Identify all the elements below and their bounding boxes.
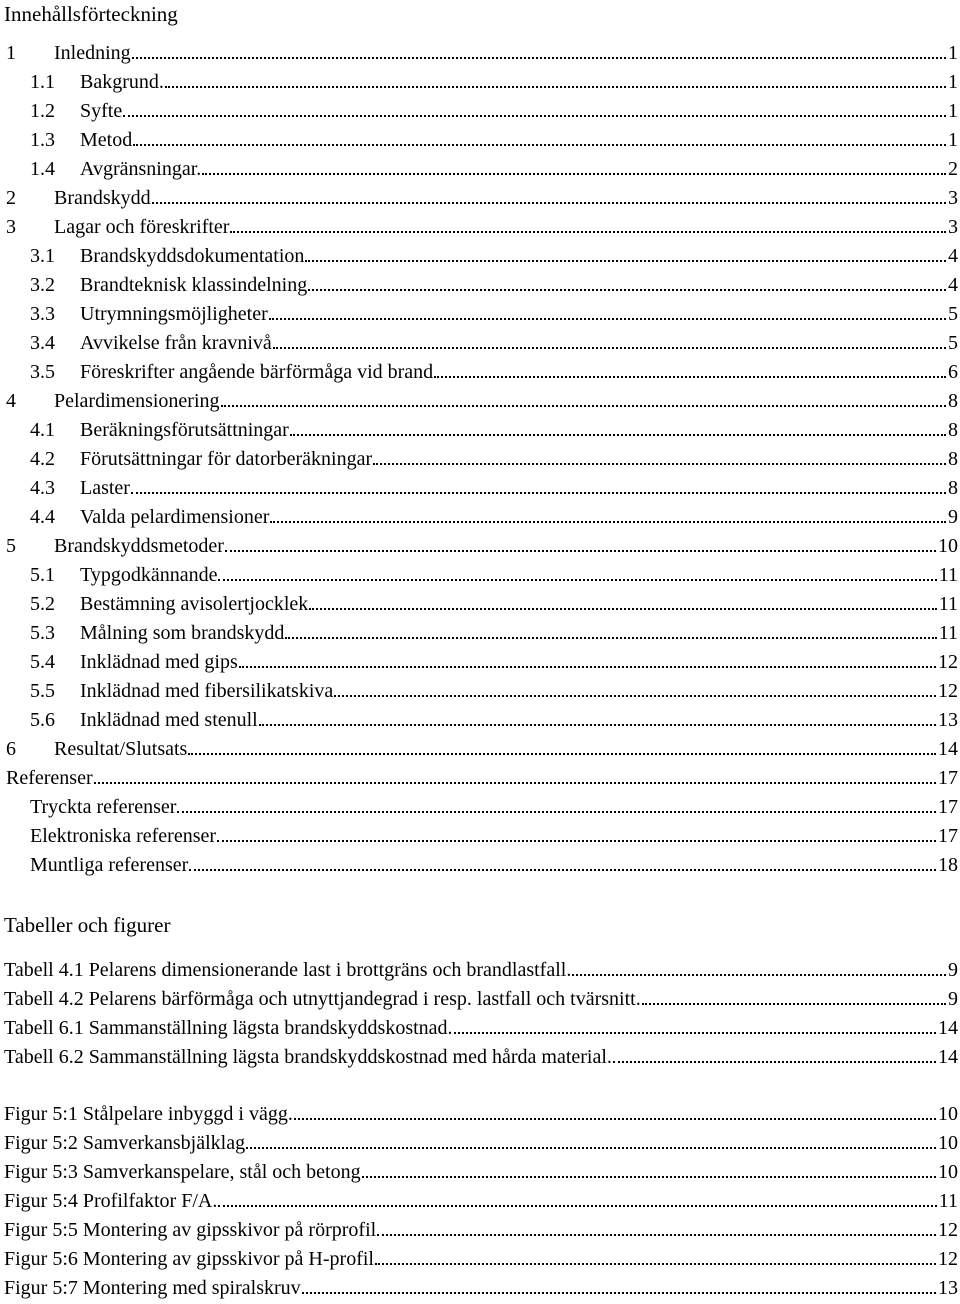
entry-page: 14: [938, 1017, 958, 1039]
toc-entry-number: 3.5: [30, 361, 55, 383]
toc-entry-title: Brandskyddsdokumentation: [80, 245, 305, 267]
entry-page: 13: [938, 1277, 958, 1299]
dot-leader: [642, 1003, 946, 1005]
toc-entry-title: Typgodkännande: [80, 564, 218, 586]
dot-leader: [308, 289, 946, 291]
toc-entry-number: 1: [6, 42, 16, 64]
toc-entry-title: Föreskrifter angående bärförmåga vid brand: [80, 361, 434, 383]
dot-leader: [188, 753, 936, 755]
entry-title: Tabell 4.2 Pelarens bärförmåga och utnyttjandegrad i resp. lastfall och tvärsnitt.: [4, 988, 641, 1010]
toc-entry-page: 5: [948, 332, 958, 354]
toc-entry-number: 6: [6, 738, 16, 760]
toc-entry-page: 11: [938, 564, 958, 586]
toc-entry[interactable]: [30, 558, 958, 587]
toc-entry-number: 5.2: [30, 593, 55, 615]
entry-title: Figur 5:3 Samverkanspelare, stål och betong: [4, 1161, 361, 1183]
toc-entry[interactable]: [6, 761, 958, 790]
toc-entry-number: 5.4: [30, 651, 55, 673]
entry-page: 9: [948, 988, 958, 1010]
toc-entry-title: Förutsättningar för datorberäkningar: [80, 448, 373, 470]
dot-leader: [334, 695, 936, 697]
toc-entry[interactable]: [30, 355, 958, 384]
toc-entry-number: 5.1: [30, 564, 55, 586]
dot-leader: [152, 202, 946, 204]
dot-leader: [294, 1118, 936, 1120]
dot-leader: [290, 434, 946, 436]
toc-entry-number: 5.6: [30, 709, 55, 731]
table-entry[interactable]: [4, 1011, 958, 1040]
entry-title: Figur 5:5 Montering av gipsskivor på rörprofil: [4, 1219, 377, 1241]
toc-entry[interactable]: [30, 268, 958, 297]
entry-title: Tabell 6.1 Sammanställning lägsta brandskyddskostnad.: [4, 1017, 453, 1039]
dot-leader: [202, 173, 946, 175]
toc-entry-number: 5: [6, 535, 16, 557]
toc-entry-page: 11: [938, 593, 958, 615]
dot-leader: [230, 231, 946, 233]
toc-entry-page: 4: [948, 274, 958, 296]
toc-entry-title: Referenser: [6, 767, 93, 789]
toc-entry[interactable]: [30, 587, 958, 616]
toc-entry-number: 1.2: [30, 100, 55, 122]
dot-leader: [217, 840, 936, 842]
figure-entry[interactable]: [4, 1126, 958, 1155]
dot-leader: [225, 550, 936, 552]
toc-entry-title: Laster: [80, 477, 130, 499]
toc-entry-page: 9: [948, 506, 958, 528]
toc-entry[interactable]: [30, 239, 958, 268]
figures-heading: Tabeller och figurer: [4, 913, 171, 937]
toc-entry[interactable]: [6, 181, 958, 210]
toc-entry-title: Resultat/Slutsats: [54, 738, 188, 760]
toc-entry-page: 13: [938, 709, 958, 731]
table-entry[interactable]: [4, 982, 958, 1011]
dot-leader: [239, 666, 936, 668]
toc-entry[interactable]: [6, 384, 958, 413]
toc-entry-title: Bakgrund.: [80, 71, 164, 93]
figure-entry[interactable]: [4, 1155, 958, 1184]
toc-entry[interactable]: [30, 152, 958, 181]
toc-entry[interactable]: [30, 616, 958, 645]
toc-entry[interactable]: [30, 297, 958, 326]
entry-title: Figur 5:1 Stålpelare inbyggd i vägg.: [4, 1103, 293, 1125]
toc-entry-page: 1: [948, 100, 958, 122]
toc-entry-page: 8: [948, 477, 958, 499]
toc-entry-number: 5.5: [30, 680, 55, 702]
toc-entry-page: 17: [938, 796, 958, 818]
toc-entry-page: 3: [948, 216, 958, 238]
toc-entry-number: 1.3: [30, 129, 55, 151]
toc-entry[interactable]: [6, 529, 958, 558]
toc-entry[interactable]: [6, 210, 958, 239]
toc-entry-number: 4: [6, 390, 16, 412]
toc-entry-page: 2: [948, 158, 958, 180]
toc-entry-page: 6: [948, 361, 958, 383]
dot-leader: [123, 115, 946, 117]
toc-entry-page: 8: [948, 390, 958, 412]
entry-title: Tabell 4.1 Pelarens dimensionerande last i brottgräns och brandlastfall.: [4, 959, 572, 981]
toc-entry[interactable]: [6, 36, 958, 65]
toc-entry-number: 5.3: [30, 622, 55, 644]
figure-entry[interactable]: [4, 1213, 958, 1242]
toc-entry-page: 11: [938, 622, 958, 644]
figure-entry[interactable]: [4, 1184, 958, 1213]
toc-entry-title: Lagar och föreskrifter: [54, 216, 230, 238]
toc-entry-title: Utrymningsmöjligheter: [80, 303, 268, 325]
toc-entry-title: Inklädnad med fibersilikatskiva: [80, 680, 334, 702]
toc-entry-title: Valda pelardimensioner: [80, 506, 270, 528]
dot-leader: [375, 1263, 936, 1265]
dot-leader: [270, 521, 946, 523]
dot-leader: [377, 1234, 936, 1236]
entry-page: 9: [948, 959, 958, 981]
toc-entry-title: Inledning: [54, 42, 131, 64]
dot-leader: [269, 318, 946, 320]
figure-entry[interactable]: [4, 1097, 958, 1126]
dot-leader: [302, 1292, 936, 1294]
dot-leader: [309, 608, 936, 610]
toc-entry-page: 10: [938, 535, 958, 557]
dot-leader: [246, 1147, 936, 1149]
dot-leader: [177, 811, 936, 813]
dot-leader: [373, 463, 946, 465]
toc-entry-page: 18: [938, 854, 958, 876]
toc-entry-title: Muntliga referenser: [30, 854, 189, 876]
toc-entry-title: Brandskydd: [54, 187, 151, 209]
dot-leader: [362, 1176, 936, 1178]
toc-entry-title: Avvikelse från kravnivå: [80, 332, 272, 354]
entry-title: Tabell 6.2 Sammanställning lägsta brandskyddskostnad med hårda material.: [4, 1046, 612, 1068]
toc-entry[interactable]: [30, 123, 958, 152]
entry-page: 12: [938, 1248, 958, 1270]
dot-leader: [218, 579, 936, 581]
toc-entry[interactable]: [30, 413, 958, 442]
figure-entry[interactable]: [4, 1242, 958, 1271]
dot-leader: [572, 974, 946, 976]
dot-leader: [133, 144, 946, 146]
table-entry[interactable]: [4, 1040, 958, 1069]
toc-entry-title: Syfte: [80, 100, 123, 122]
entry-page: 10: [938, 1161, 958, 1183]
toc-entry[interactable]: [30, 471, 958, 500]
toc-entry-number: 1.1: [30, 71, 55, 93]
dot-leader: [218, 1205, 936, 1207]
toc-entry-page: 4: [948, 245, 958, 267]
dot-leader: [259, 724, 936, 726]
toc-entry-title: Brandteknisk klassindelning: [80, 274, 308, 296]
dot-leader: [285, 637, 936, 639]
entry-page: 11: [938, 1190, 958, 1212]
dot-leader: [94, 782, 936, 784]
toc-entry-title: Brandskyddsmetoder: [54, 535, 224, 557]
toc-entry-title: Beräkningsförutsättningar: [80, 419, 289, 441]
toc-entry-number: 1.4: [30, 158, 55, 180]
entry-page: 12: [938, 1219, 958, 1241]
toc-entry-title: Målning som brandskydd: [80, 622, 285, 644]
entry-title: Figur 5:7 Montering med spiralskruv: [4, 1277, 301, 1299]
toc-entry-number: 4.1: [30, 419, 55, 441]
toc-entry[interactable]: [30, 94, 958, 123]
toc-entry[interactable]: [30, 645, 958, 674]
toc-entry-title: Tryckta referenser: [30, 796, 177, 818]
entry-title: Figur 5:6 Montering av gipsskivor på H-profil: [4, 1248, 374, 1270]
toc-entry[interactable]: [30, 65, 958, 94]
toc-heading: Innehållsförteckning: [4, 2, 178, 26]
toc-entry[interactable]: [30, 674, 958, 703]
toc-entry[interactable]: [30, 848, 958, 877]
dot-leader: [165, 86, 946, 88]
toc-entry-title: Pelardimensionering: [54, 390, 220, 412]
toc-entry-title: Elektroniska referenser: [30, 825, 217, 847]
entry-page: 14: [938, 1046, 958, 1068]
dot-leader: [305, 260, 946, 262]
toc-entry-page: 5: [948, 303, 958, 325]
toc-entry[interactable]: [30, 442, 958, 471]
toc-entry-page: 1: [948, 129, 958, 151]
toc-entry-page: 8: [948, 448, 958, 470]
dot-leader: [189, 869, 936, 871]
dot-leader: [434, 376, 946, 378]
toc-entry-page: 12: [938, 651, 958, 673]
dot-leader: [273, 347, 946, 349]
toc-entry[interactable]: [30, 703, 958, 732]
toc-entry[interactable]: [30, 500, 958, 529]
dot-leader: [132, 57, 946, 59]
figure-entry[interactable]: [4, 1271, 958, 1300]
toc-entry-title: Avgränsningar.: [80, 158, 202, 180]
toc-entry-page: 8: [948, 419, 958, 441]
dot-leader: [613, 1061, 936, 1063]
dot-leader: [221, 405, 946, 407]
toc-entry-title: Metod: [80, 129, 133, 151]
toc-entry[interactable]: [6, 732, 958, 761]
toc-entry-number: 4.4: [30, 506, 55, 528]
toc-entry-page: 1: [948, 71, 958, 93]
toc-entry-number: 3: [6, 216, 16, 238]
toc-entry-number: 3.2: [30, 274, 55, 296]
toc-entry-number: 4.2: [30, 448, 55, 470]
toc-entry[interactable]: [30, 819, 958, 848]
toc-entry-number: 3.4: [30, 332, 55, 354]
dot-leader: [454, 1032, 936, 1034]
entry-page: 10: [938, 1132, 958, 1154]
toc-entry-number: 3.1: [30, 245, 55, 267]
entry-title: Figur 5:4 Profilfaktor F/A.: [4, 1190, 218, 1212]
toc-entry-page: 1: [948, 42, 958, 64]
table-entry[interactable]: [4, 953, 958, 982]
entry-page: 10: [938, 1103, 958, 1125]
toc-entry-page: 17: [938, 825, 958, 847]
toc-entry[interactable]: [30, 326, 958, 355]
toc-entry-title: Inklädnad med gips: [80, 651, 238, 673]
toc-entry-page: 14: [938, 738, 958, 760]
toc-entry-title: Inklädnad med stenull: [80, 709, 258, 731]
toc-entry-page: 3: [948, 187, 958, 209]
entry-title: Figur 5:2 Samverkansbjälklag: [4, 1132, 246, 1154]
toc-entry[interactable]: [30, 790, 958, 819]
dot-leader: [131, 492, 946, 494]
toc-entry-page: 12: [938, 680, 958, 702]
toc-entry-number: 2: [6, 187, 16, 209]
toc-entry-title: Bestämning avisolertjocklek: [80, 593, 309, 615]
toc-entry-number: 4.3: [30, 477, 55, 499]
toc-entry-number: 3.3: [30, 303, 55, 325]
toc-entry-page: 17: [938, 767, 958, 789]
